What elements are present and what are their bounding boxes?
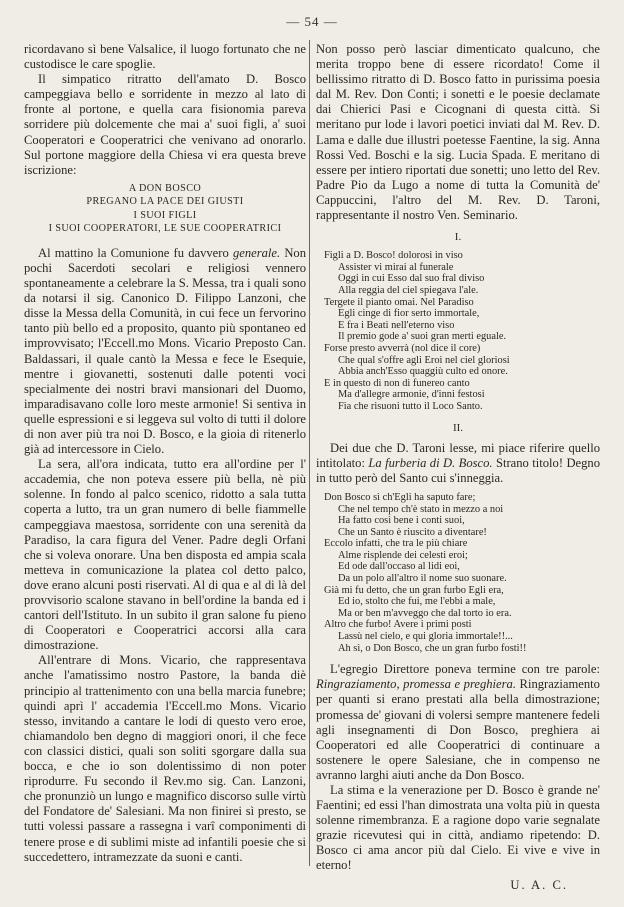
poem-line: E fra i Beati nell'eterno viso [338,319,455,331]
poem-line: Ha fatto così bene i conti suoi, [338,515,465,527]
poem-line: Lassù nel cielo, e qui gloria immortale!!... [338,631,513,643]
sonnet-2 [324,492,600,654]
poem-line: Ma d'allegre armonie, d'inni festosi [338,389,485,401]
poem-line: Che nel tempo ch'è stato in mezzo a noi [338,503,504,515]
poem-title: I. [454,231,462,244]
poem-line: Egli cinge di fior serto immortale, [338,308,480,320]
paragraph: Il simpatico ritratto dell'amato D. Bosco campeggiava bello e sorridente in mezzo al lato di fronte al portone, e quella cara fisionomia pareva sorridere più dolcemente che mai a' suoi figli, a' suoi Cooperatori e Cooperatrici che venivano ad onorarlo. Sul portone maggiore della Chiesa vi era questa breve iscrizione: [24,72,306,177]
paragraph: Al mattino la Comunione fu davvero generale. Non pochi Sacerdoti secolari e religiosi vennero spontaneamente a celebrare la S. Messa, tra i quali sono da notarsi il sig. Canonico D. Filippo Lanzoni, che disse la Messa della Comunità, in cui fece un fervorino tanto più bello ed a proposito, quanto più spontaneo ed improvvisato; l'Eccell.mo Mons. Vicario Preposto Can. Baldassari, il quale cantò la Messa e fece le Esequie, mentre i giovanetti, sostenuti dalle potenti voci specialmente dei nostri bravi mansionari del Duomo, imparadisavano colle loro meste armonie! Si sentiva in quelle espressioni e si leggeva sul volto di tutti il dolore di non aver più tra noi D. Bosco, e la gioia di ritenerlo già ad intercessore in Cielo. [24,245,307,457]
paragraph: L'egregio Direttore poneva termine con tre parole: Ringraziamento, promessa e preghiera. Ringraziamento per quanti si erano prestati alla bella dimostrazione; promessa de' giovani di volersi sempre mantenere fedeli agli insegnamenti di Don Bosco, preghiera ai Cooperatori ed alle Cooperatrici di continuare a sostenere le opere Salesiane, che in compenso ne avranno larghi aiuti anche da Don Bosco. [316,662,600,782]
poem-line: Già mi fu detto, che un gran furbo Egli era, [324,584,504,596]
left-column [24,42,306,865]
paragraph: All'entrare di Mons. Vicario, che rappresentava anche l'amatissimo nostro Pastore, la banda diè principio al trattenimento con una bella marcia funebre; quindi aprì l' accademia l'Eccell.mo Mons. Vicario stesso, invitando a cantare le lodi di questo vero eroe, chiamandolo ben degno di maggiori onori, il che fece con classici distici, quali son soliti sgorgare dalla sua bocca, e che io son dolentissimo di non poter riprodurre. Fu secondo il Rev.mo sig. Can. Lanzoni, che pronunziò un lungo e magnifico discorso sulle virtù del Fondatore de' Salesiani. Ma non finirei sì presto, se tutti volessi passare a rassegna i varî componimenti di tenere prose e di sublimi miste ad infantili poesie che si succedettero, intramezzate da suoni e canti. [24,653,306,864]
poem-line: Che un Santo è riuscito a diventare! [338,526,487,538]
poem-line: Fia che risuoni tutto il Loco Santo. [338,400,483,412]
poem-line: Eccolo infatti, che tra le più chiare [324,538,468,550]
poem-line: Don Bosco sì ch'Egli ha saputo fare; [324,491,476,503]
poem-line: Tergete il pianto omai. Nel Paradiso [324,296,474,308]
poem-line: Altro che furbo! Avere i primi posti [324,619,472,631]
inscription-line: A DON BOSCO [128,182,202,194]
paragraph: Non posso però lasciar dimenticato qualcuno, che merita troppo bene di essere ricordato! Come il bellissimo ritratto di D. Bosco fatto in purissima poesia dal M. Rev. Don Conti; i sonetti e le poesie declamate dai Chierici Pasi e Cicognani di questa città. Si meritano pur lode i lavori poetici inviati dal M. Rev. D. Lama e dalle due illustri poetesse Faentine, la sig. Anna Rossi Ved. Boschi e la sig. Lucia Spada. E meritano di essere per intiero riportati due sonetti; uno letto del Rev. Padre Pio da Lugo a nome di tutta la Comunità de' Cappuccini, l'altro del M. Rev. D. Taroni, rappresentante il nostro Ven. Seminario. [316,42,600,223]
poem-line: Ed ode dall'occaso al lidi eoi, [338,561,460,573]
poem-line: Alme risplende dei celesti eroi; [338,549,468,561]
poem-line: Il premio gode a' suoi gran merti eguale. [338,331,507,343]
signature: U. A. C. [510,877,568,892]
poem-line: E in questo dì non di funereo canto [324,377,470,389]
poem-line: Ed io, stolto che fui, me l'ebbi a male, [338,596,496,608]
poem-line: Abbia anch'Esso quaggiù culto ed onore. [338,366,508,378]
column-divider [309,40,310,866]
poem-line: Forse presto avverrà (nol dice il core) [324,342,481,354]
inscription [24,182,306,236]
poem-line: Ma or ben m'avveggo che dal torto io era. [338,607,512,619]
paragraph: ricordavano sì bene Valsalice, il luogo fortunato che ne custodisce le care spoglie. [24,42,306,72]
paragraph: Dei due che D. Taroni lesse, mi piace riferire quello intitolato: La furberia di D. Bosco. Strano titolo! Degno in tutto però del Santo cui s'inneggia. [316,440,601,485]
inscription-line: I SUOI COOPERATORI, LE SUE COOPERATRICI [48,223,282,235]
poem-line: Oggi in cui Esso dal suo fral diviso [338,273,485,285]
poem-line: Ah sì, o Don Bosco, che un gran furbo fosti!! [338,642,527,654]
poem-line: Assister vi mirai al funerale [338,261,454,273]
page-number: — 54 — [286,14,338,29]
poem-line: Alla reggia del ciel spiegava l'ale. [338,285,479,296]
poem-line: Da un polo all'altro il nome suo suonare. [338,573,507,585]
poem-title: II. [452,421,464,434]
sonnet-1 [324,250,600,412]
poem-line: Figli a D. Bosco! dolorosi in viso [324,250,463,262]
paragraph: La stima e la venerazione per D. Bosco è grande ne' Faentini; ed essi l'han dimostrata una volta più in questa solenne rimembranza. E a ragione dopo varie segnalate grazie ricevutesi qui in città, andiamo ripetendo: D. Bosco ci ama ancor più dal Cielo. Ei vive e vive in eterno! [316,782,600,873]
right-column [316,42,600,893]
inscription-line: I SUOI FIGLI [133,209,197,221]
inscription-line: PREGANO LA PACE DEI GIUSTI [86,196,244,208]
poem-line: Che qual s'offre agli Eroi nel ciel gloriosi [338,354,510,366]
paragraph: La sera, all'ora indicata, tutto era all'ordine per l' accademia, che non poteva essere più bella, nè più solenne. In fondo al palco scenico, ridotto a sala tutta coperta a lutto, tra un gran numero di belle fiammelle campeggiava maestosa, sorridente con una serenità da Paradiso, la cara figura del Vener. Padre degli Orfani che si voleva onorare. Una ben disposta ed ampia scala metteva in comunicazione la platea col detto palco, dove erano alcuni posti riservati. Al di qua e al di là del provvisorio scalone stavano in bell'ordine la banda ed i cantori dell'Istituto. In un subito il gran salone fu pieno di Cooperatori e Cooperatrici accorsi alla cara dimostrazione. [24,457,306,653]
